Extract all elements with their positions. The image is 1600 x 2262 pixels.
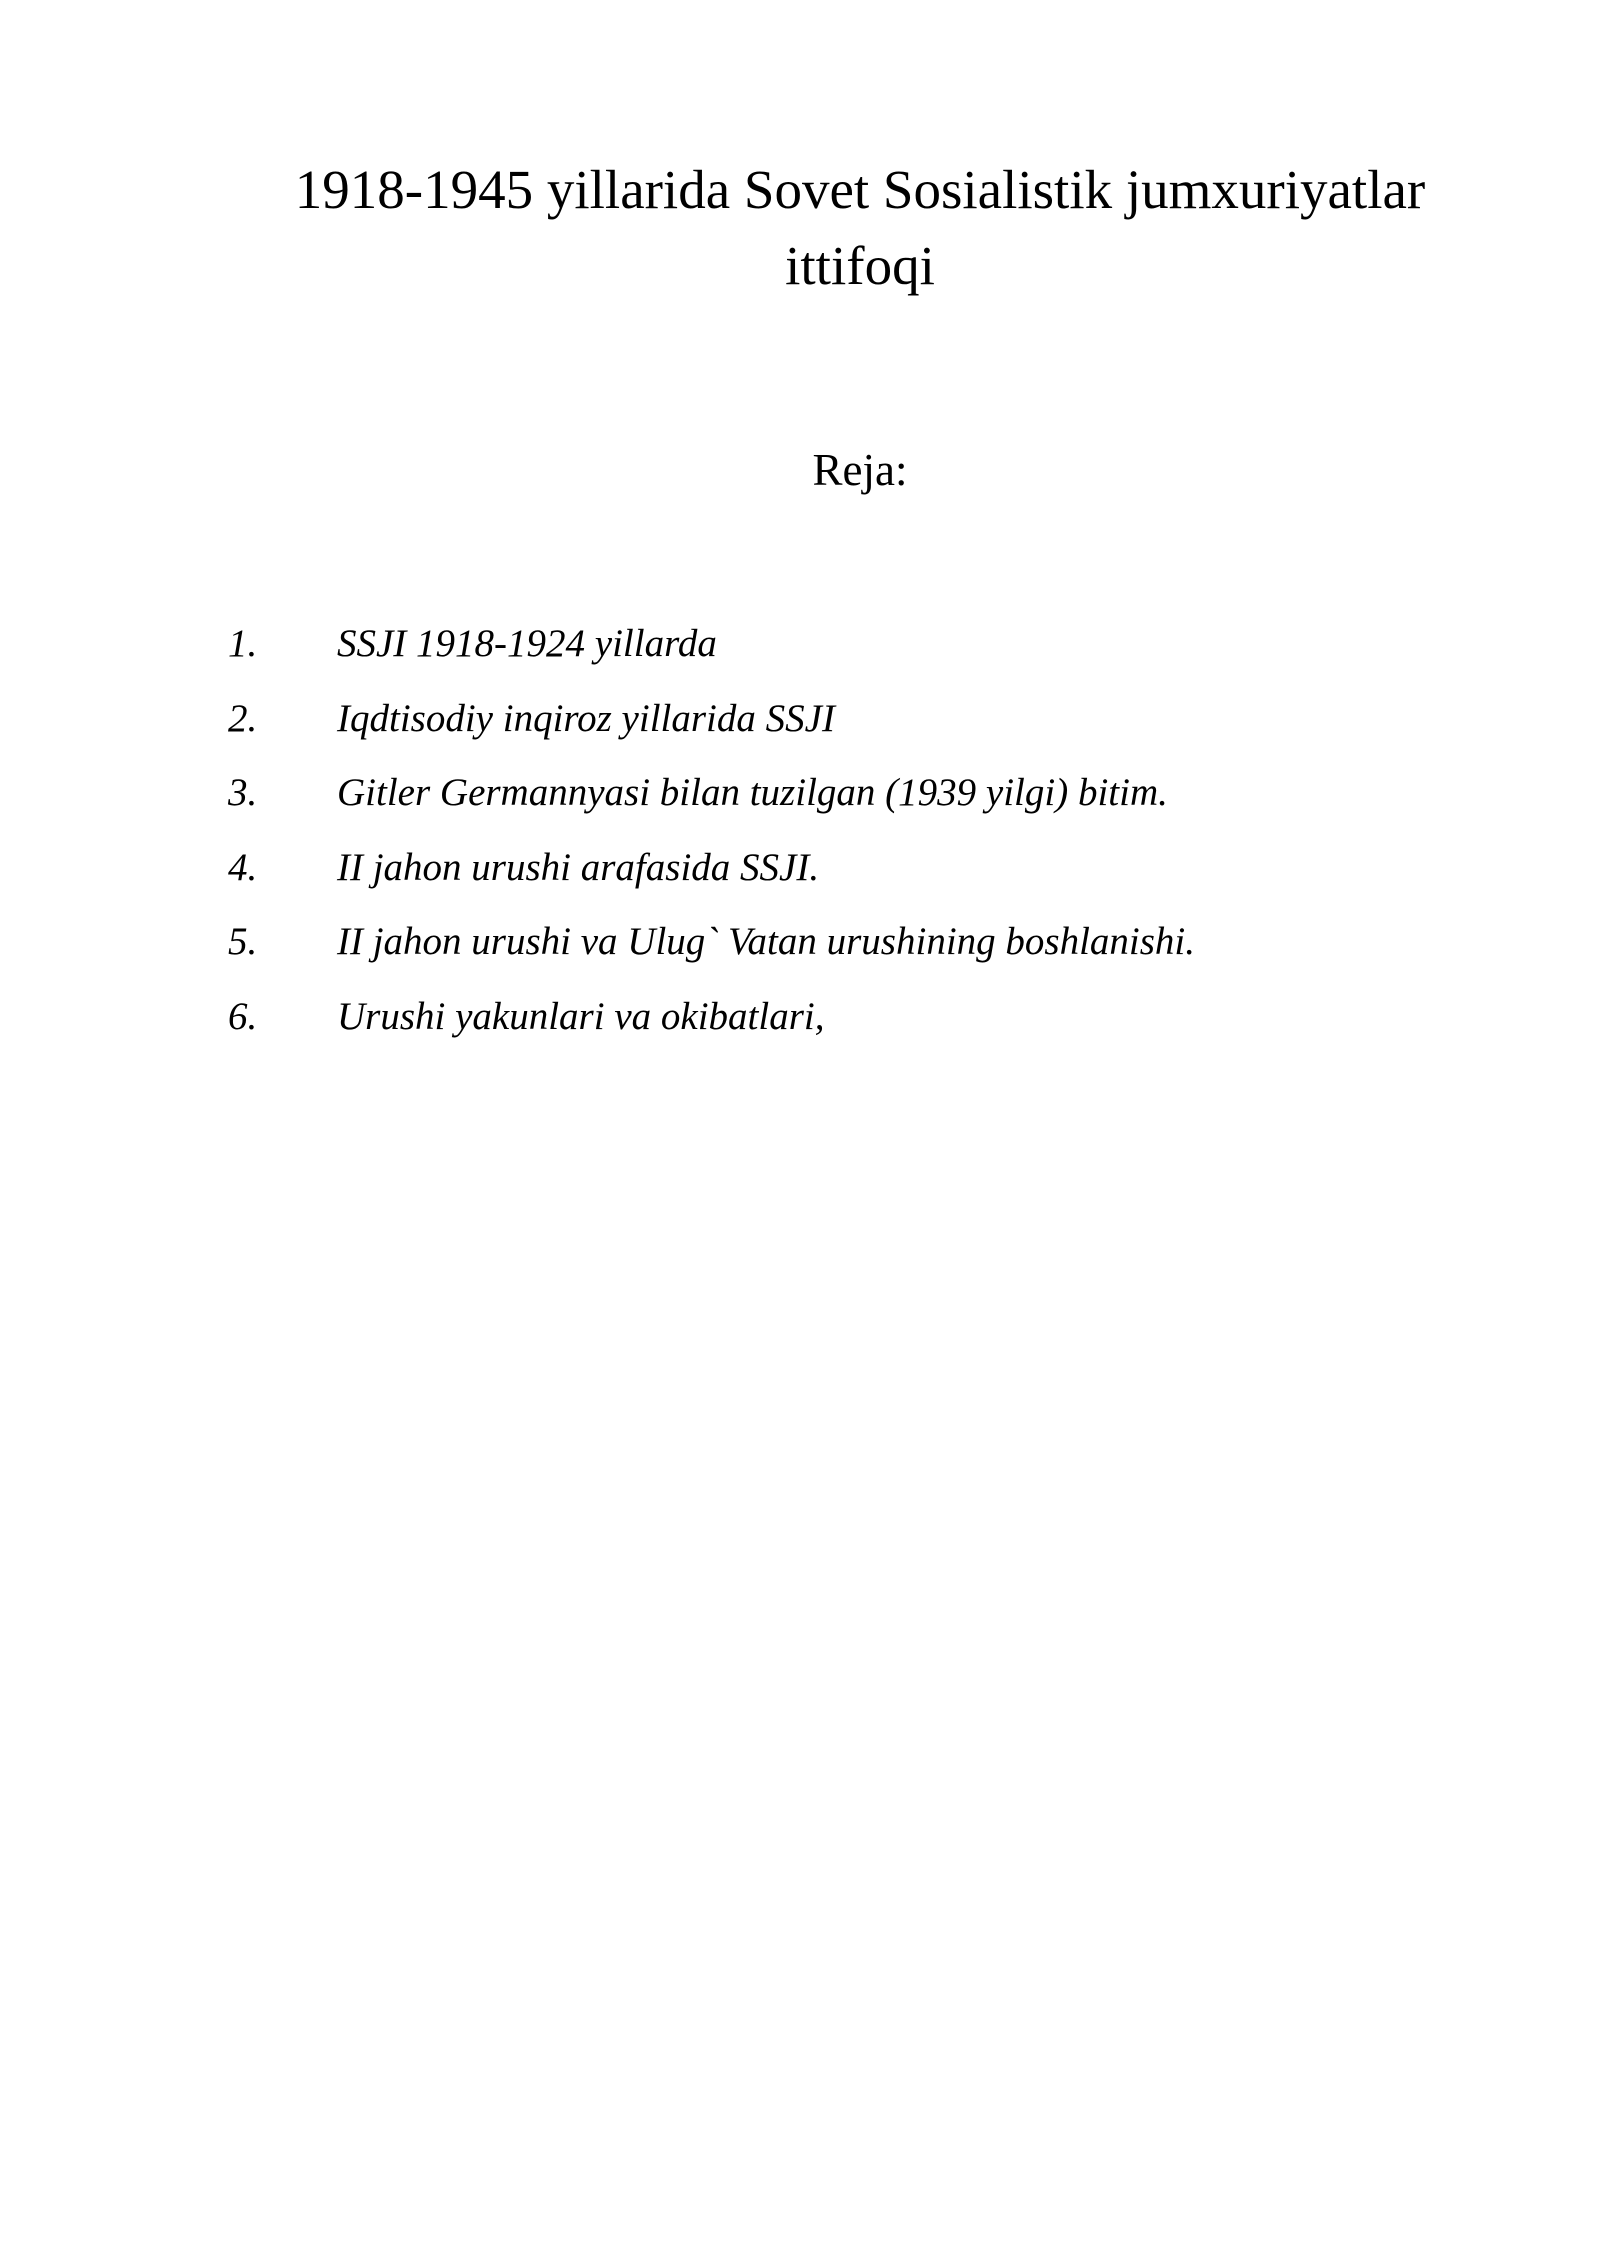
plan-item-number: 4. [228, 845, 258, 889]
plan-item-number: 3. [228, 771, 258, 814]
plan-item-number: 5. [228, 920, 258, 963]
plan-item-text: Gitler Germannyasi bilan tuzilgan (1939 yilgi) bitim. [337, 771, 1168, 814]
plan-item-number: 2. [228, 696, 258, 740]
plan-item-number: 6. [228, 994, 258, 1038]
plan-item-text: SSJI 1918-1924 yillarda [337, 622, 717, 665]
plan-item-number: 1. [228, 622, 258, 665]
document-title: 1918-1945 yillarida Sovet Sosialistik jumxuriyatlar ittifoqi [294, 159, 1426, 296]
plan-item-text: II jahon urushi arafasida SSJI. [337, 845, 820, 889]
plan-item-text: II jahon urushi va Ulug` Vatan urushining boshlanishi. [337, 920, 1196, 963]
plan-item-text: Iqdtisodiy inqiroz yillarida SSJI [337, 696, 835, 740]
plan-item-text: Urushi yakunlari va okibatlari, [337, 994, 825, 1038]
plan-heading: Reja: [812, 445, 908, 495]
